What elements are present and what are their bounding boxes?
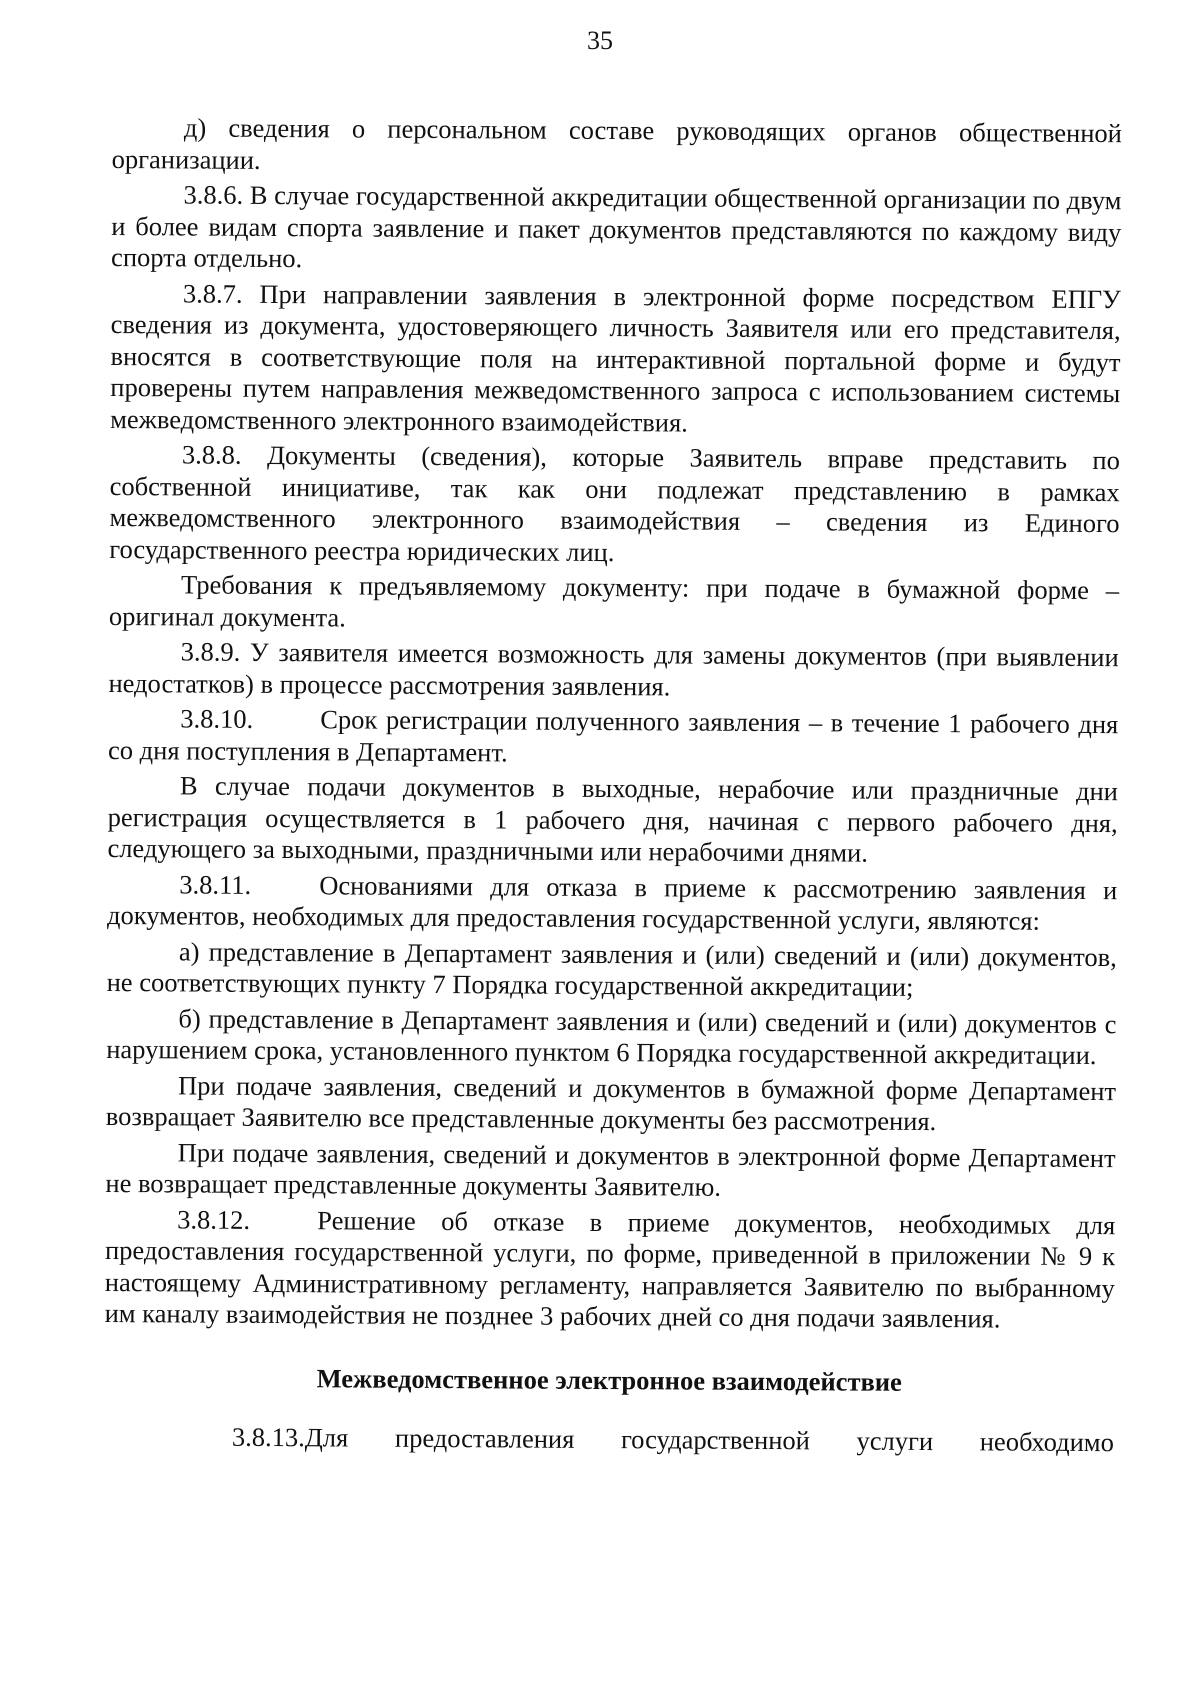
- paragraph-d: д) сведения о персональном составе руководящих органов общественной организации.: [111, 112, 1122, 175]
- paragraph-3-8-7: 3.8.7. При направлении заявления в электронной форме посредством ЕПГУ сведения из документа, удостоверяющего личность Заявителя или его представителя, вносятся в соответствующие поля на интерактивной портальной форме и будут проверены путем направления межведомственного запроса с использованием системы межведомственного электронного взаимодействия.: [110, 277, 1121, 438]
- paragraph-weekend: В случае подачи документов в выходные, нерабочие или праздничные дни регистрация осуществляется в 1 рабочего дня, начиная с первого рабочего дня, следующего за выходными, праздничными или нерабочими днями.: [107, 770, 1118, 868]
- paragraph-a: а) представление в Департамент заявления и (или) сведений и (или) документов, не соответствующих пункту 7 Порядка государственной аккредитации;: [106, 935, 1117, 1002]
- section-heading: Межведомственное электронное взаимодействие: [316, 1362, 902, 1397]
- clause-text: Решение об отказе в приеме документов, необходимых для предоставления государственной услуги, по форме, приведенной в приложении № 9 к настоящему Административному регламенту, направляется Заявителю по выбранному им каналу взаимодействия не позднее 3 рабочих дней со дня подачи заявления.: [104, 1204, 1116, 1334]
- paragraph-paper-form: При подаче заявления, сведений и документов в бумажной форме Департамент возвращает Заявителю все представленные документы без рассмотрения.: [105, 1069, 1117, 1137]
- document-body: [104, 112, 1122, 1459]
- paragraph-electronic-form: При подаче заявления, сведений и документов в электронной форме Департамент не возвращает представленные документы Заявителю.: [105, 1136, 1116, 1202]
- paragraph-3-8-6: 3.8.6. В случае государственной аккредитации общественной организации по двум и более видам спорта заявление и пакет документов представляются по каждому виду спорта отдельно.: [111, 179, 1122, 274]
- paragraph-3-8-8: 3.8.8. Документы (сведения), которые Заявитель вправе представить по собственной инициативе, так как они подлежат представлению в рамках межведомственного электронного взаимодействия – сведения из Единого государственного реестра юридических лиц.: [109, 439, 1120, 567]
- clause-text: Для предоставления государственной услуги необходимо: [304, 1422, 1114, 1458]
- clause-number: 3.8.13.: [231, 1421, 305, 1453]
- paragraph-b: б) представление в Департамент заявления и (или) сведений и (или) документов с нарушением срока, установленного пунктом 6 Порядка государственной аккредитации.: [106, 1002, 1117, 1071]
- page-number: 35: [587, 26, 613, 55]
- clause-number: 3.8.10.: [180, 703, 254, 734]
- clause-number: 3.8.11.: [179, 868, 252, 900]
- paragraph-3-8-9: 3.8.9. У заявителя имеется возможность для замены документов (при выявлении недостатков) в процессе рассмотрения заявления.: [108, 636, 1119, 701]
- paragraph-requirements: Требования к предъявляемому документу: при подаче в бумажной форме – оригинал документа.: [108, 569, 1120, 632]
- clause-text: Срок регистрации полученного заявления – в течение 1 рабочего дня со дня поступления в Департамент.: [108, 704, 1119, 767]
- paragraph-3-8-12: [105, 1203, 1116, 1335]
- clause-text: Основаниями для отказа в приеме к рассмотрению заявления и документов, необходимых для предоставления государственной услуги, являются:: [107, 869, 1118, 936]
- paragraph-3-8-11: [107, 868, 1117, 937]
- paragraph-3-8-13: [104, 1421, 1114, 1459]
- paragraph-3-8-10: [108, 703, 1118, 772]
- clause-number: 3.8.12.: [177, 1203, 251, 1235]
